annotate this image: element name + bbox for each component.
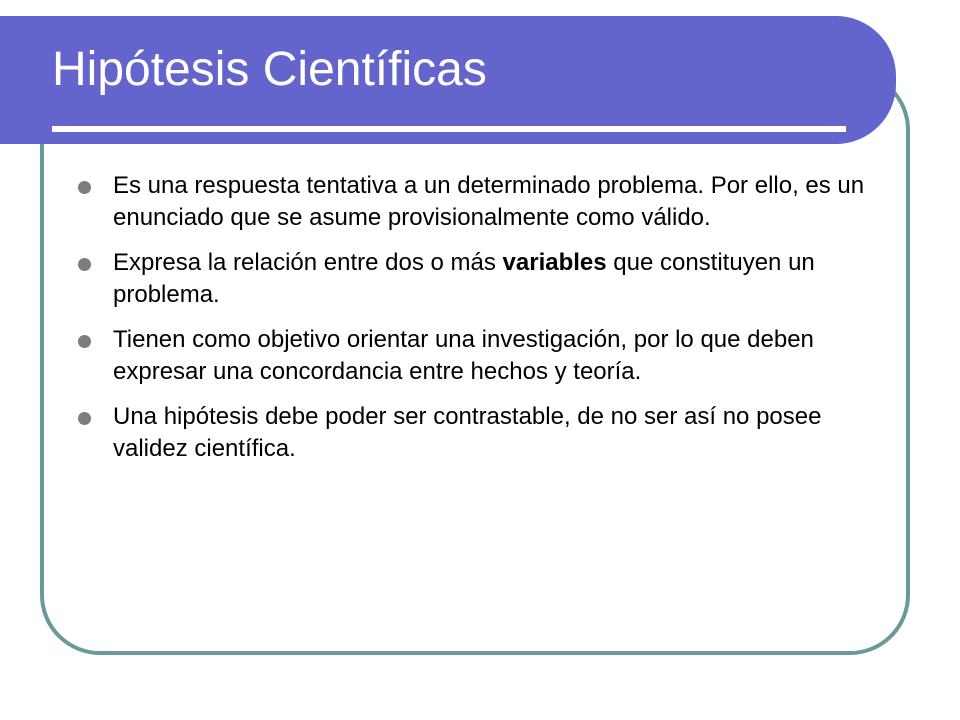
bullet-text: Es una respuesta tentativa a un determinado problema. Por ello, es un enunciado que se asume provisionalmente como válido.: [113, 172, 865, 231]
bullet-dot-icon: [78, 412, 91, 425]
bullet-text: Tienen como objetivo orientar una investigación, por lo que deben expresar una concordancia entre hechos y teoría.: [113, 326, 814, 385]
bullet-text: Una hipótesis debe poder ser contrastable, de no ser así no posee validez científica.: [113, 403, 822, 462]
bullet-text-start: Expresa la relación entre dos o más: [113, 249, 503, 276]
bullet-text-end: que constituyen un problema.: [113, 249, 815, 308]
bullet-dot-icon: [78, 181, 91, 194]
bullet-bold-term: variables: [502, 249, 607, 276]
bullet-item: [75, 170, 895, 234]
bullet-item: [75, 324, 895, 388]
title-underline: [52, 126, 846, 132]
bullet-list: [75, 170, 895, 478]
bullet-dot-icon: [78, 258, 91, 271]
bullet-item: [75, 247, 895, 311]
bullet-item: [75, 401, 895, 465]
slide-title: Hipótesis Científicas: [52, 43, 487, 96]
bullet-dot-icon: [78, 335, 91, 348]
